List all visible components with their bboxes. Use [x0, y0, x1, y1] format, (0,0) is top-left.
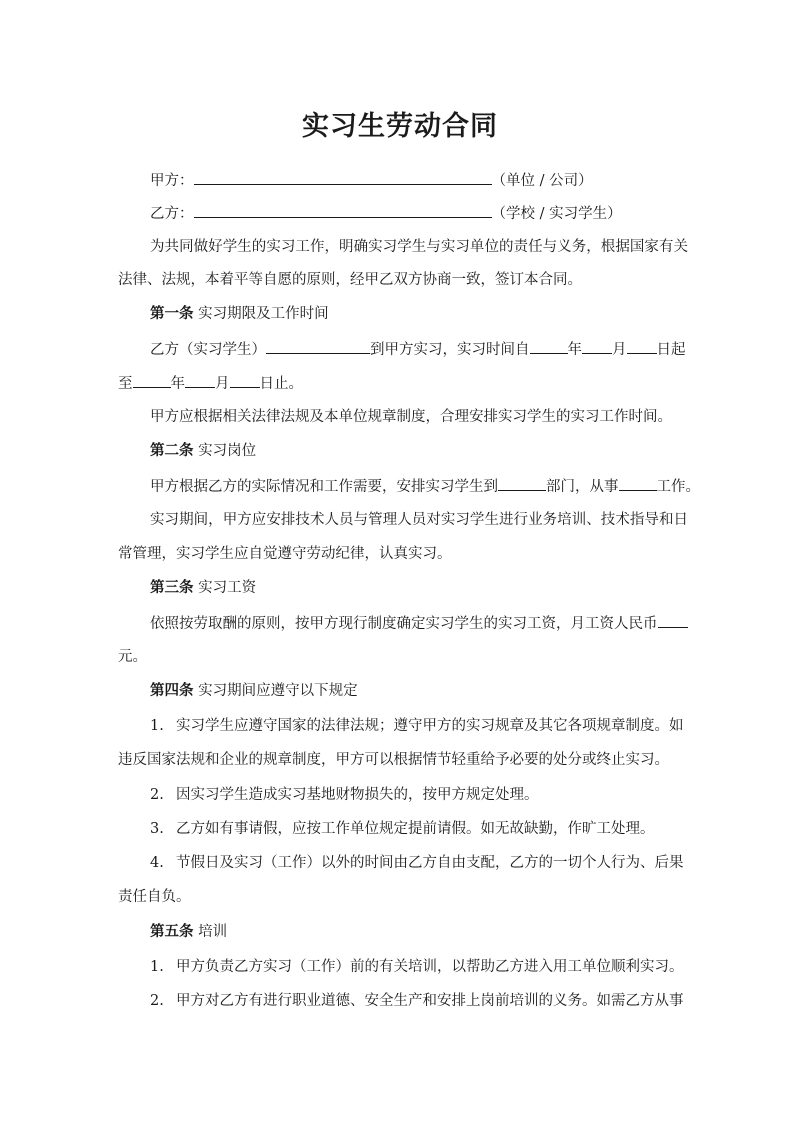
article-1-para-1-line-2: [118, 373, 688, 394]
start-year-blank[interactable]: [530, 339, 568, 354]
article-4-item-4-line-1: [150, 853, 688, 873]
article-2-text-b: 部门，从事: [546, 479, 619, 495]
article-5-title: 培训: [198, 924, 228, 940]
article-4-item-3: [150, 819, 688, 839]
student-name-blank[interactable]: [266, 339, 370, 354]
article-1-text-b: 到甲方实习，实习时间自: [370, 342, 530, 358]
intro-line-2: 法律、法规，本着平等自愿的原则，经甲乙双方协商一致，签订本合同。: [118, 272, 582, 288]
article-1-text-a: 乙方（实习学生）: [150, 342, 266, 358]
party-b-line: [150, 203, 688, 224]
item-text: 甲方对乙方有进行职业道德、安全生产和安排上岗前培训的义务。如需乙方从事: [176, 993, 684, 1009]
party-a-line: [150, 170, 688, 191]
article-2-para-2-line-1: 实习期间，甲方应安排技术人员与管理人员对实习学生进行业务培训、技术指导和日: [150, 512, 688, 528]
article-1-title: 实习期限及工作时间: [198, 306, 329, 322]
article-4-item-1-line-1: [150, 716, 688, 736]
article-5-header: [150, 922, 688, 942]
item-text: 实习学生应遵守国家的法律法规；遵守甲方的实习规章及其它各项规章制度。如: [176, 718, 684, 734]
end-month-label: 月: [215, 376, 230, 392]
article-2-para-2-line-2: 常管理，实习学生应自觉遵守劳动纪律，认真实习。: [118, 546, 452, 562]
party-b-blank[interactable]: [194, 203, 492, 218]
article-3-title: 实习工资: [198, 580, 257, 596]
article-2-text-a: 甲方根据乙方的实际情况和工作需要，安排实习学生到: [150, 479, 498, 495]
party-a-suffix: （单位 / 公司）: [491, 173, 593, 189]
article-4-item-4-line-2: 责任自负。: [118, 889, 191, 905]
start-day-blank[interactable]: [627, 339, 657, 354]
article-3-text: 依照按劳取酬的原则，按甲方现行制度确定实习学生的实习工资，月工资人民币: [150, 616, 658, 632]
article-1-header: [150, 304, 688, 324]
article-4-item-2: [150, 785, 688, 805]
article-2-number: 第二条: [150, 443, 194, 459]
start-month-blank[interactable]: [582, 339, 612, 354]
article-3-number: 第三条: [150, 580, 194, 596]
item-text: 乙方如有事请假，应按工作单位规定提前请假。如无故缺勤，作旷工处理。: [176, 821, 655, 837]
to-label: 至: [118, 376, 133, 392]
item-number: 4.: [150, 855, 164, 871]
item-number: 3.: [150, 821, 164, 837]
article-5-item-1: [150, 957, 688, 977]
month-label: 月: [612, 342, 627, 358]
article-2-para-1: [150, 476, 700, 497]
intro-line-1: 为共同做好学生的实习工作，明确实习学生与实习单位的责任与义务，根据国家有关: [150, 239, 688, 255]
article-4-item-1-line-2: 违反国家法规和企业的规章制度，甲方可以根据情节轻重给予必要的处分或终止实习。: [118, 752, 669, 768]
article-4-header: [150, 681, 688, 701]
end-day-blank[interactable]: [230, 373, 260, 388]
item-number: 2.: [150, 787, 164, 803]
article-3-header: [150, 578, 688, 598]
end-month-blank[interactable]: [185, 373, 215, 388]
party-b-suffix: （学校 / 实习学生）: [491, 206, 622, 222]
article-1-number: 第一条: [150, 306, 194, 322]
article-2-header: [150, 441, 688, 461]
end-year-label: 年: [170, 376, 185, 392]
article-5-item-2: [150, 991, 688, 1011]
party-b-label: 乙方：: [150, 206, 194, 222]
department-blank[interactable]: [498, 476, 546, 491]
article-2-text-c: 工作。: [656, 479, 700, 495]
job-blank[interactable]: [619, 476, 657, 491]
item-text: 因实习学生造成实习基地财物损失的，按甲方规定处理。: [176, 787, 539, 803]
day-from-label: 日起: [656, 342, 686, 358]
day-to-label: 日止。: [259, 376, 303, 392]
party-a-label: 甲方：: [150, 173, 194, 189]
article-1-para-1-line-1: [150, 339, 688, 360]
article-4-number: 第四条: [150, 683, 194, 699]
article-4-title: 实习期间应遵守以下规定: [198, 683, 358, 699]
item-text: 甲方负责乙方实习（工作）前的有关培训，以帮助乙方进入用工单位顺利实习。: [176, 959, 684, 975]
document-title: 实习生劳动合同: [302, 111, 498, 142]
party-a-blank[interactable]: [194, 170, 492, 185]
end-year-blank[interactable]: [133, 373, 171, 388]
article-3-para-1-line-2: 元。: [118, 649, 147, 665]
article-1-para-2: 甲方应根据相关法律法规及本单位规章制度，合理安排实习学生的实习工作时间。: [150, 409, 672, 425]
article-2-title: 实习岗位: [198, 443, 257, 459]
year-label: 年: [567, 342, 582, 358]
item-number: 1.: [150, 718, 164, 734]
salary-blank[interactable]: [658, 613, 688, 628]
item-number: 2.: [150, 993, 164, 1009]
article-3-para-1-line-1: [150, 613, 688, 634]
item-number: 1.: [150, 959, 164, 975]
item-text: 节假日及实习（工作）以外的时间由乙方自由支配，乙方的一切个人行为、后果: [176, 855, 684, 871]
article-5-number: 第五条: [150, 924, 194, 940]
